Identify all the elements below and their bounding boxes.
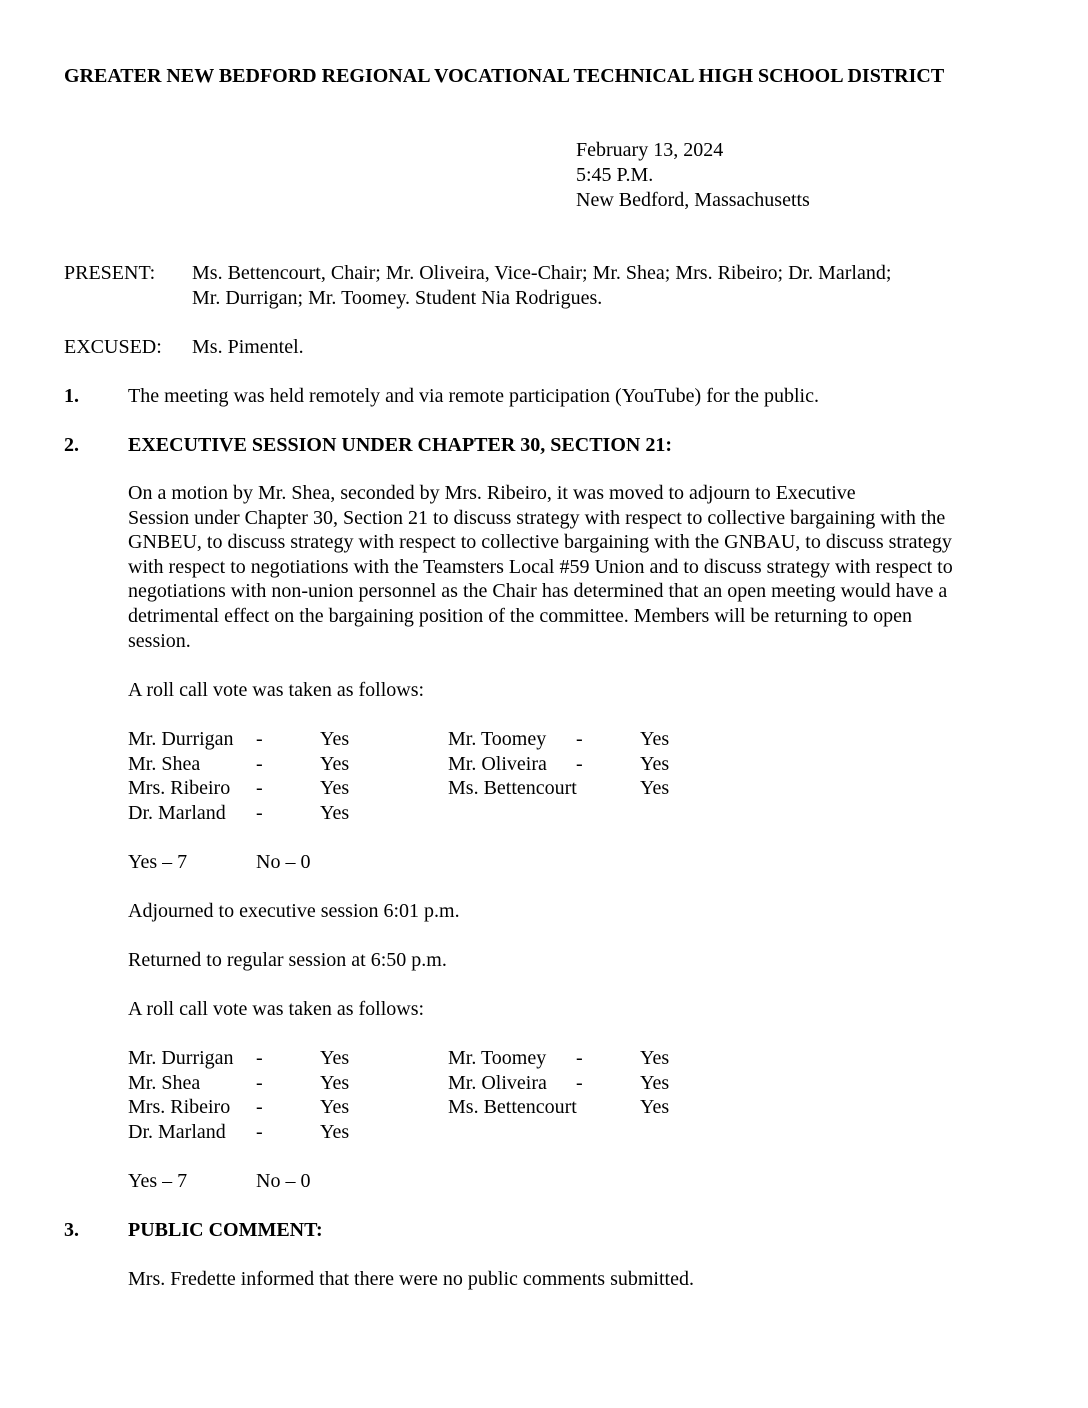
- vote-dash: -: [256, 753, 263, 775]
- vote-dash: -: [256, 728, 263, 750]
- voter-name: Mr. Durrigan: [128, 1047, 234, 1069]
- item-2-number: 2.: [64, 434, 79, 456]
- voter-name: Mr. Durrigan: [128, 728, 234, 750]
- voter-name: Ms. Bettencourt: [448, 1096, 577, 1118]
- roll-call-intro-2: A roll call vote was taken as follows:: [128, 998, 425, 1020]
- motion-line: Session under Chapter 30, Section 21 to discuss strategy with respect to collective bargaining with the: [128, 506, 946, 529]
- vote-value: Yes: [320, 1121, 350, 1143]
- item-3-text: Mrs. Fredette informed that there were no public comments submitted.: [128, 1268, 694, 1290]
- vote-value: Yes: [640, 753, 670, 775]
- motion-line: session.: [128, 629, 191, 652]
- excused-members: Ms. Pimentel.: [192, 336, 304, 358]
- meeting-location: New Bedford, Massachusetts: [576, 189, 810, 211]
- vote-value: Yes: [320, 777, 350, 799]
- vote-dash: -: [256, 802, 263, 824]
- vote-1-yes-total: Yes – 7: [128, 851, 188, 873]
- voter-name: Mr. Toomey: [448, 728, 547, 750]
- motion-line: On a motion by Mr. Shea, seconded by Mrs. Ribeiro, it was moved to adjourn to Executive: [128, 482, 856, 504]
- vote-dash: -: [256, 1096, 263, 1118]
- meeting-time: 5:45 P.M.: [576, 164, 654, 186]
- vote-2-yes-total: Yes – 7: [128, 1170, 188, 1192]
- present-members-line-1: Ms. Bettencourt, Chair; Mr. Oliveira, Vice-Chair; Mr. Shea; Mrs. Ribeiro; Dr. Marland;: [192, 262, 892, 284]
- vote-value: Yes: [320, 1047, 350, 1069]
- voter-name: Mr. Shea: [128, 753, 201, 775]
- meeting-date: February 13, 2024: [576, 139, 724, 161]
- voter-name: Mrs. Ribeiro: [128, 777, 231, 799]
- item-1-number: 1.: [64, 385, 79, 407]
- vote-value: Yes: [640, 777, 670, 799]
- voter-name: Mr. Oliveira: [448, 753, 547, 775]
- vote-value: Yes: [640, 1047, 670, 1069]
- voter-name: Ms. Bettencourt: [448, 777, 577, 799]
- vote-dash: -: [256, 1047, 263, 1069]
- voter-name: Mr. Toomey: [448, 1047, 547, 1069]
- vote-dash: -: [256, 1121, 263, 1143]
- vote-dash: -: [576, 753, 583, 775]
- roll-call-intro-1: A roll call vote was taken as follows:: [128, 679, 425, 701]
- item-1-text: The meeting was held remotely and via remote participation (YouTube) for the public.: [128, 385, 819, 407]
- vote-value: Yes: [320, 753, 350, 775]
- voter-name: Mr. Oliveira: [448, 1072, 547, 1094]
- returned-text: Returned to regular session at 6:50 p.m.: [128, 949, 447, 971]
- present-members-line-2: Mr. Durrigan; Mr. Toomey. Student Nia Rodrigues.: [192, 287, 603, 309]
- vote-value: Yes: [640, 1096, 670, 1118]
- executive-session-motion: [128, 481, 1016, 653]
- motion-line: negotiations with non-union personnel as the Chair has determined that an open meeting would have a: [128, 580, 948, 603]
- vote-dash: -: [576, 1047, 583, 1069]
- vote-2-no-total: No – 0: [256, 1170, 311, 1192]
- vote-value: Yes: [320, 728, 350, 750]
- voter-name: Dr. Marland: [128, 802, 226, 824]
- vote-dash: -: [256, 777, 263, 799]
- item-3-number: 3.: [64, 1219, 79, 1241]
- vote-value: Yes: [320, 802, 350, 824]
- vote-value: Yes: [640, 728, 670, 750]
- adjourned-text: Adjourned to executive session 6:01 p.m.: [128, 900, 460, 922]
- vote-dash: -: [256, 1072, 263, 1094]
- vote-value: Yes: [320, 1072, 350, 1094]
- voter-name: Dr. Marland: [128, 1121, 226, 1143]
- present-label: PRESENT:: [64, 262, 156, 284]
- excused-label: EXCUSED:: [64, 336, 162, 358]
- motion-line: detrimental effect on the bargaining position of the committee. Members will be returning to open: [128, 604, 913, 627]
- item-2-heading: EXECUTIVE SESSION UNDER CHAPTER 30, SECTION 21:: [128, 434, 672, 456]
- item-3-heading: PUBLIC COMMENT:: [128, 1219, 323, 1241]
- vote-dash: -: [576, 728, 583, 750]
- motion-line: GNBEU, to discuss strategy with respect to collective bargaining with the GNBAU, to discuss strategy: [128, 531, 952, 554]
- voter-name: Mrs. Ribeiro: [128, 1096, 231, 1118]
- document-title: GREATER NEW BEDFORD REGIONAL VOCATIONAL TECHNICAL HIGH SCHOOL DISTRICT: [64, 65, 945, 87]
- vote-value: Yes: [320, 1096, 350, 1118]
- vote-1-no-total: No – 0: [256, 851, 311, 873]
- motion-line: with respect to negotiations with the Teamsters Local #59 Union and to discuss strategy with respect to: [128, 555, 953, 578]
- vote-dash: -: [576, 1072, 583, 1094]
- vote-value: Yes: [640, 1072, 670, 1094]
- voter-name: Mr. Shea: [128, 1072, 201, 1094]
